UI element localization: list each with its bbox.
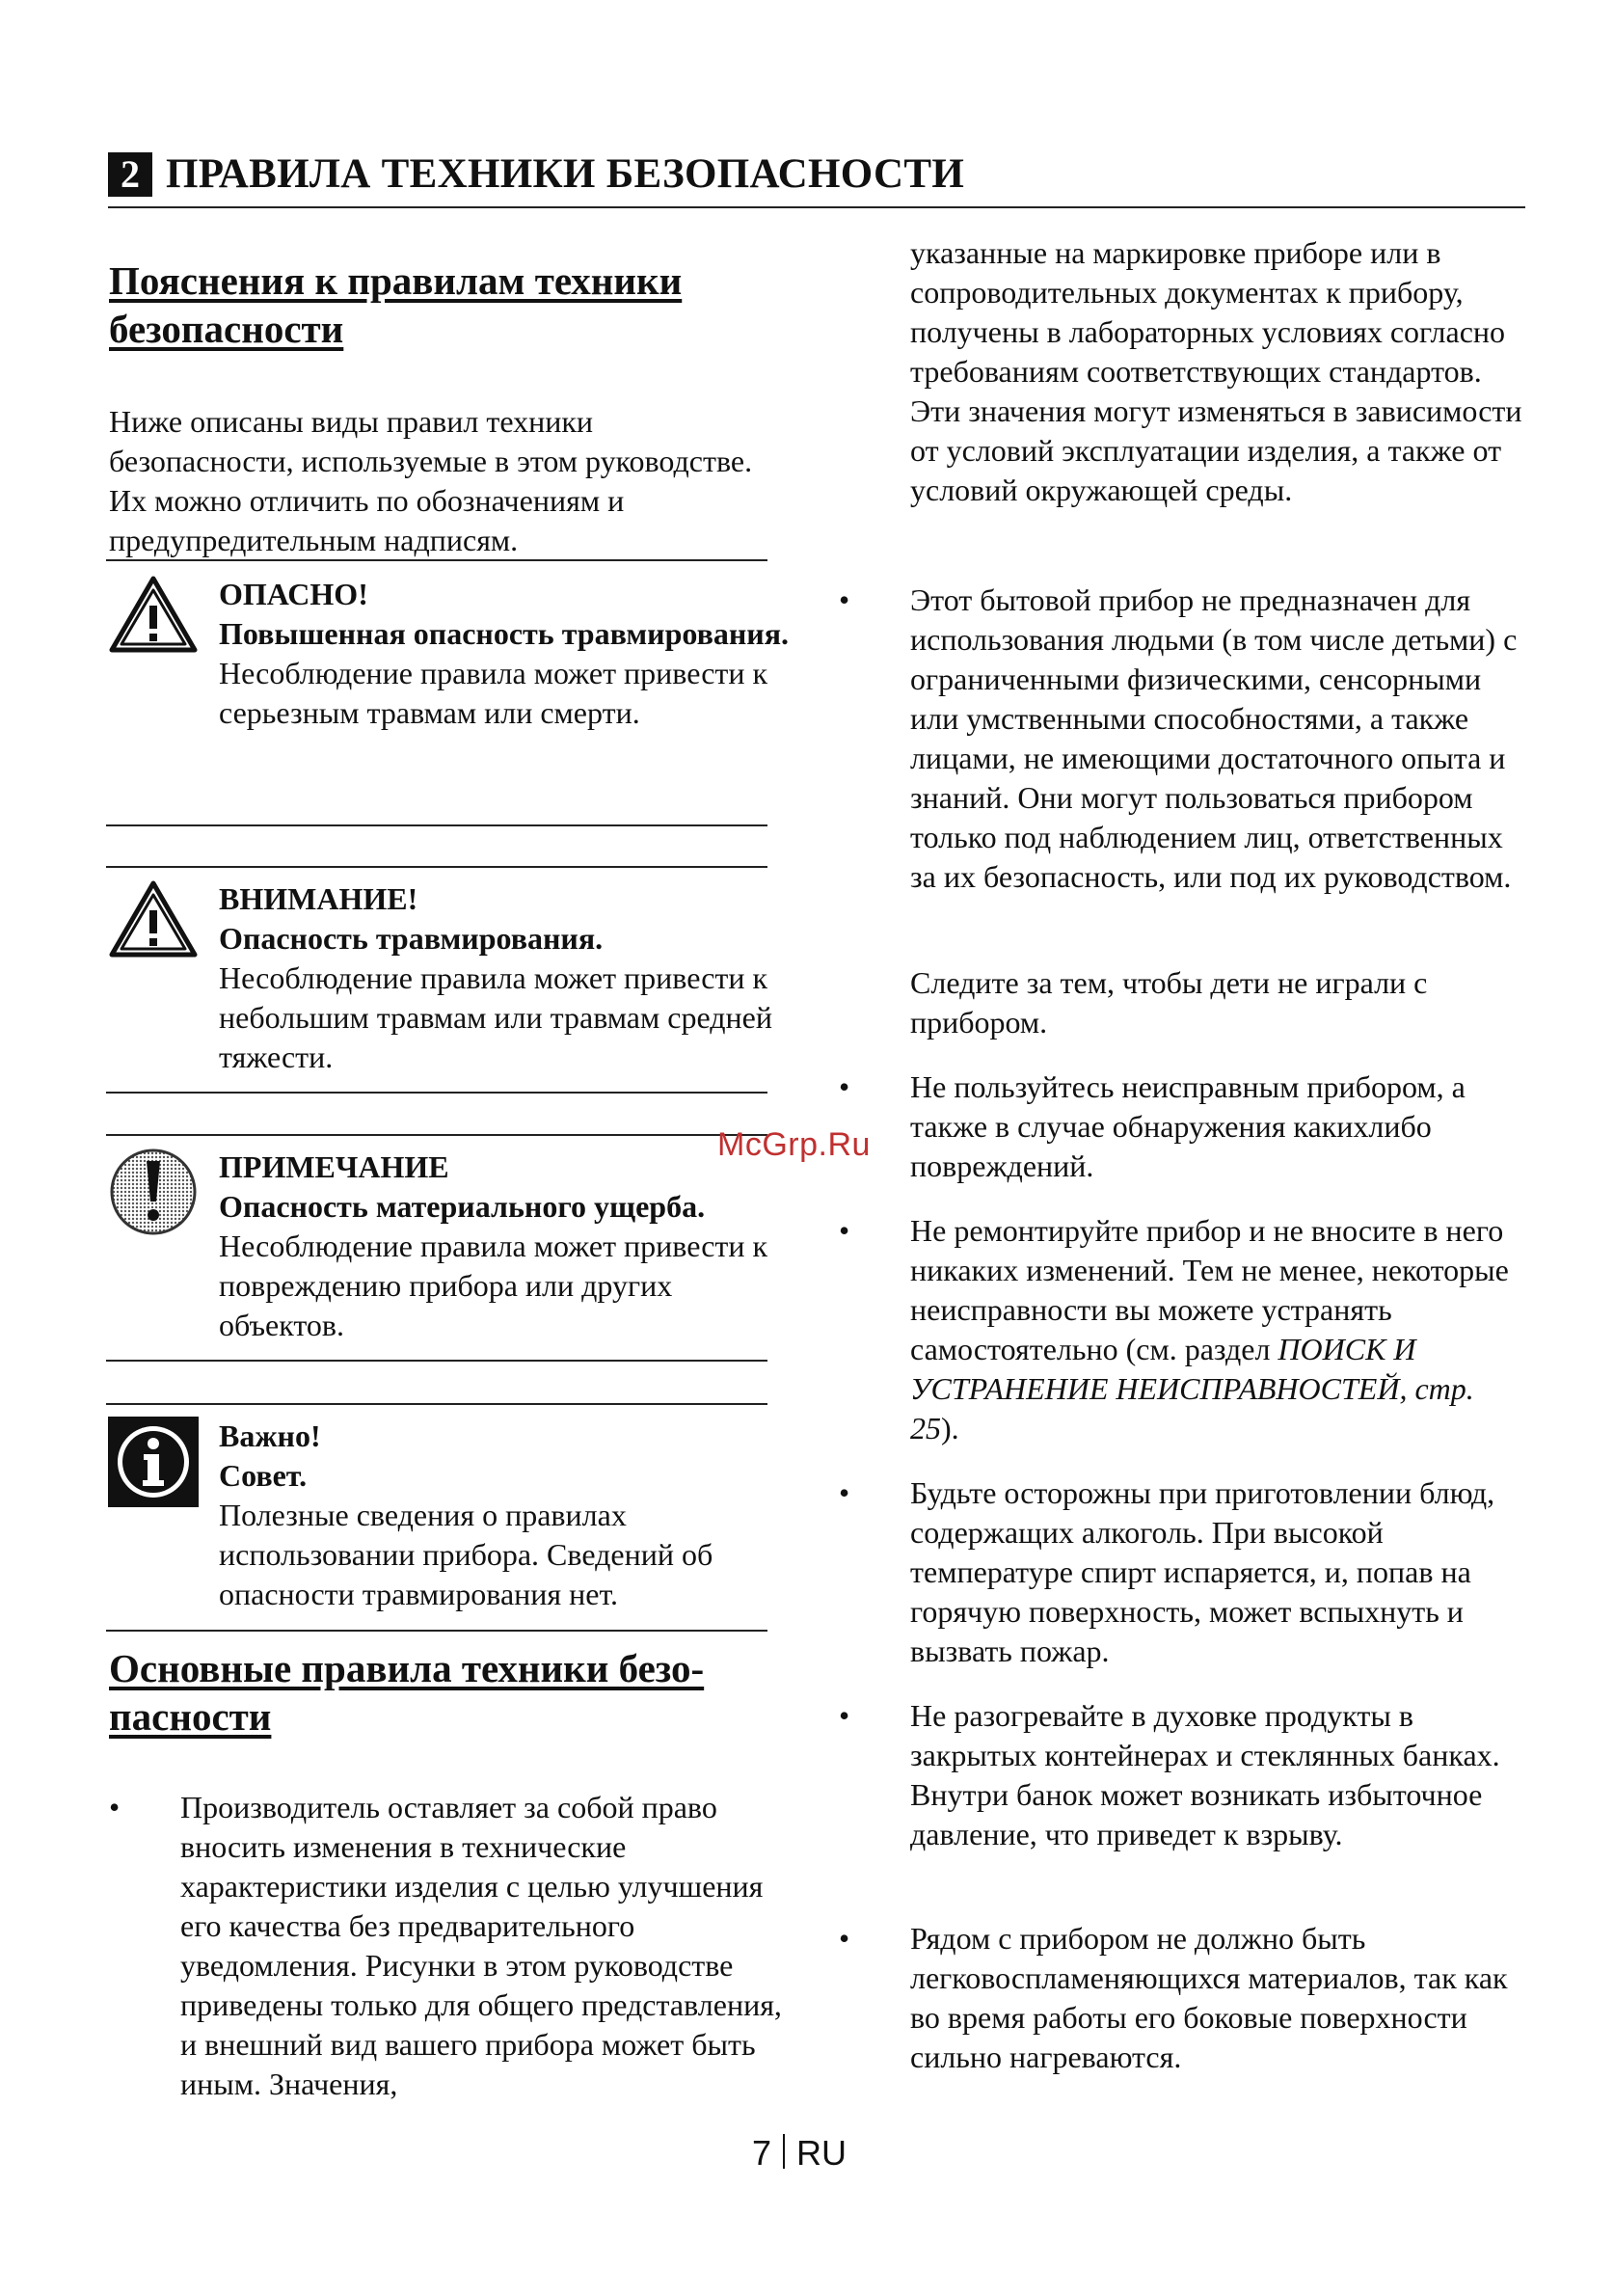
divider	[106, 824, 767, 826]
language-code: RU	[796, 2133, 847, 2173]
list-item-text-main: Не ремонтируйте прибор и не вносите в него никаких изменений. Тем не менее, некоторые неисправности вы можете устранять самостоятельно (см. раздел	[910, 1213, 1509, 1366]
notice-text: Несоблюдение правила может привести к серьезным травмам или смерти.	[219, 656, 768, 730]
notice-title: ВНИМАНИЕ!	[219, 881, 418, 916]
page-footer	[752, 2133, 847, 2174]
notice-text: Несоблюдение правила может привести к повреждению прибора или других объектов.	[219, 1229, 768, 1342]
notice-tip	[219, 1417, 797, 1614]
list-item-text: Не разогревайте в духовке продукты в закрытых контейнерах и стеклянных банках. Внутри банок может возникать избыточное давление, что приведет к взрыву.	[910, 1698, 1500, 1851]
section-header	[108, 147, 1525, 208]
divider	[106, 866, 767, 868]
notice-subtitle: Опасность материального ущерба.	[219, 1189, 706, 1224]
divider	[106, 1630, 767, 1632]
divider	[106, 1092, 767, 1094]
bullet: •	[839, 1475, 850, 1510]
info-icon	[108, 1417, 199, 1507]
list-item-continuation: указанные на маркировке приборе или в сопроводительных документах к прибору, получены в лабораторных условиях согласно требованиям соответствующих стандартов. Эти значения могут изменяться в зависимости от условий эксплуатации изделия, а также от условий окружающей среды.	[910, 235, 1522, 507]
list-item-extra: Следите за тем, чтобы дети не играли с прибором.	[910, 965, 1428, 1040]
explanations-heading-line1: Пояснения к правилам техники	[109, 258, 683, 303]
divider	[106, 1134, 767, 1136]
warning-triangle-icon	[108, 575, 199, 654]
explanations-heading	[109, 257, 784, 353]
page-number: 7	[752, 2133, 772, 2173]
notice-title: ОПАСНО!	[219, 577, 368, 611]
cross-reference-link[interactable]: ПОИСК И УСТРАНЕНИЕ НЕИСПРАВНОСТЕЙ, стр. 25	[910, 1332, 1474, 1445]
section-title: ПРАВИЛА ТЕХНИКИ БЕЗОПАСНОСТИ	[166, 151, 965, 197]
section-number: 2	[108, 152, 152, 197]
notice-subtitle: Совет.	[219, 1458, 308, 1493]
watermark: McGrp.Ru	[717, 1126, 871, 1163]
notice-text: Несоблюдение правила может привести к небольшим травмам или травмам средней тяжести.	[219, 960, 772, 1074]
explanations-heading-line2: безопасности	[109, 307, 344, 351]
list-item-text: Рядом с прибором не должно быть легковоспламеняющихся материалов, так как во время работы его боковые поверхности сильно нагреваются.	[910, 1921, 1508, 2074]
list-item-text-end: ).	[941, 1411, 959, 1445]
notice-title: ПРИМЕЧАНИЕ	[219, 1149, 449, 1184]
list-item-text	[910, 1211, 1527, 1448]
notice-caution	[219, 879, 797, 1077]
divider	[106, 1360, 767, 1362]
notice-subtitle: Повышенная опасность травмирования.	[219, 616, 790, 651]
list-item-text: Будьте осторожны при приготовлении блюд, содержащих алкоголь. При высокой температуре спирт испаряется, и, попав на горячую поверхность, может вспыхнуть и вызвать пожар.	[910, 1475, 1495, 1668]
bullet: •	[839, 1069, 850, 1104]
bullet: •	[839, 1921, 850, 1956]
exclamation-circle-icon	[108, 1148, 199, 1236]
list-item-text: Производитель оставляет за собой право вносить изменения в технические характеристики изделия с целью улучшения его качества без предварительного уведомления. Рисунки в этом руководстве приведены только для общего представления, и внешний вид вашего прибора может быть иным. Значения,	[180, 1790, 782, 2101]
notice-note	[219, 1148, 797, 1345]
bullet: •	[839, 1698, 850, 1733]
bullet: •	[839, 582, 850, 617]
warning-triangle-icon	[108, 879, 199, 959]
explanations-intro: Ниже описаны виды правил техники безопасности, используемые в этом руководстве. Их можно отличить по обозначениям и предупредительным надписям.	[109, 404, 753, 557]
notice-title: Важно!	[219, 1418, 321, 1453]
notice-text: Полезные сведения о правилах использовании прибора. Сведений об опасности травмирования нет.	[219, 1498, 713, 1611]
bullet: •	[109, 1790, 121, 1824]
basic-rules-heading	[109, 1644, 784, 1741]
divider	[106, 559, 767, 561]
basic-rules-heading-line1: Основные правила техники безо-	[109, 1646, 705, 1690]
bullet: •	[839, 1213, 850, 1248]
list-item-text: Не пользуйтесь неисправным прибором, а также в случае обнаружения какихлибо повреждений.	[910, 1069, 1466, 1183]
basic-rules-heading-line2: пасности	[109, 1694, 272, 1739]
divider	[106, 1403, 767, 1405]
notice-subtitle: Опасность травмирования.	[219, 921, 604, 956]
footer-separator	[783, 2134, 785, 2169]
list-item-text: Этот бытовой прибор не предназначен для использования людьми (в том числе детьми) с ограниченными физическими, сенсорными или умственными способностями, а также лицами, не имеющими достаточного опыта и знаний. Они могут пользоваться прибором только под наблюдением лиц, ответственных за их безопасность, или под их руководством.	[910, 582, 1518, 894]
notice-danger	[219, 575, 797, 733]
